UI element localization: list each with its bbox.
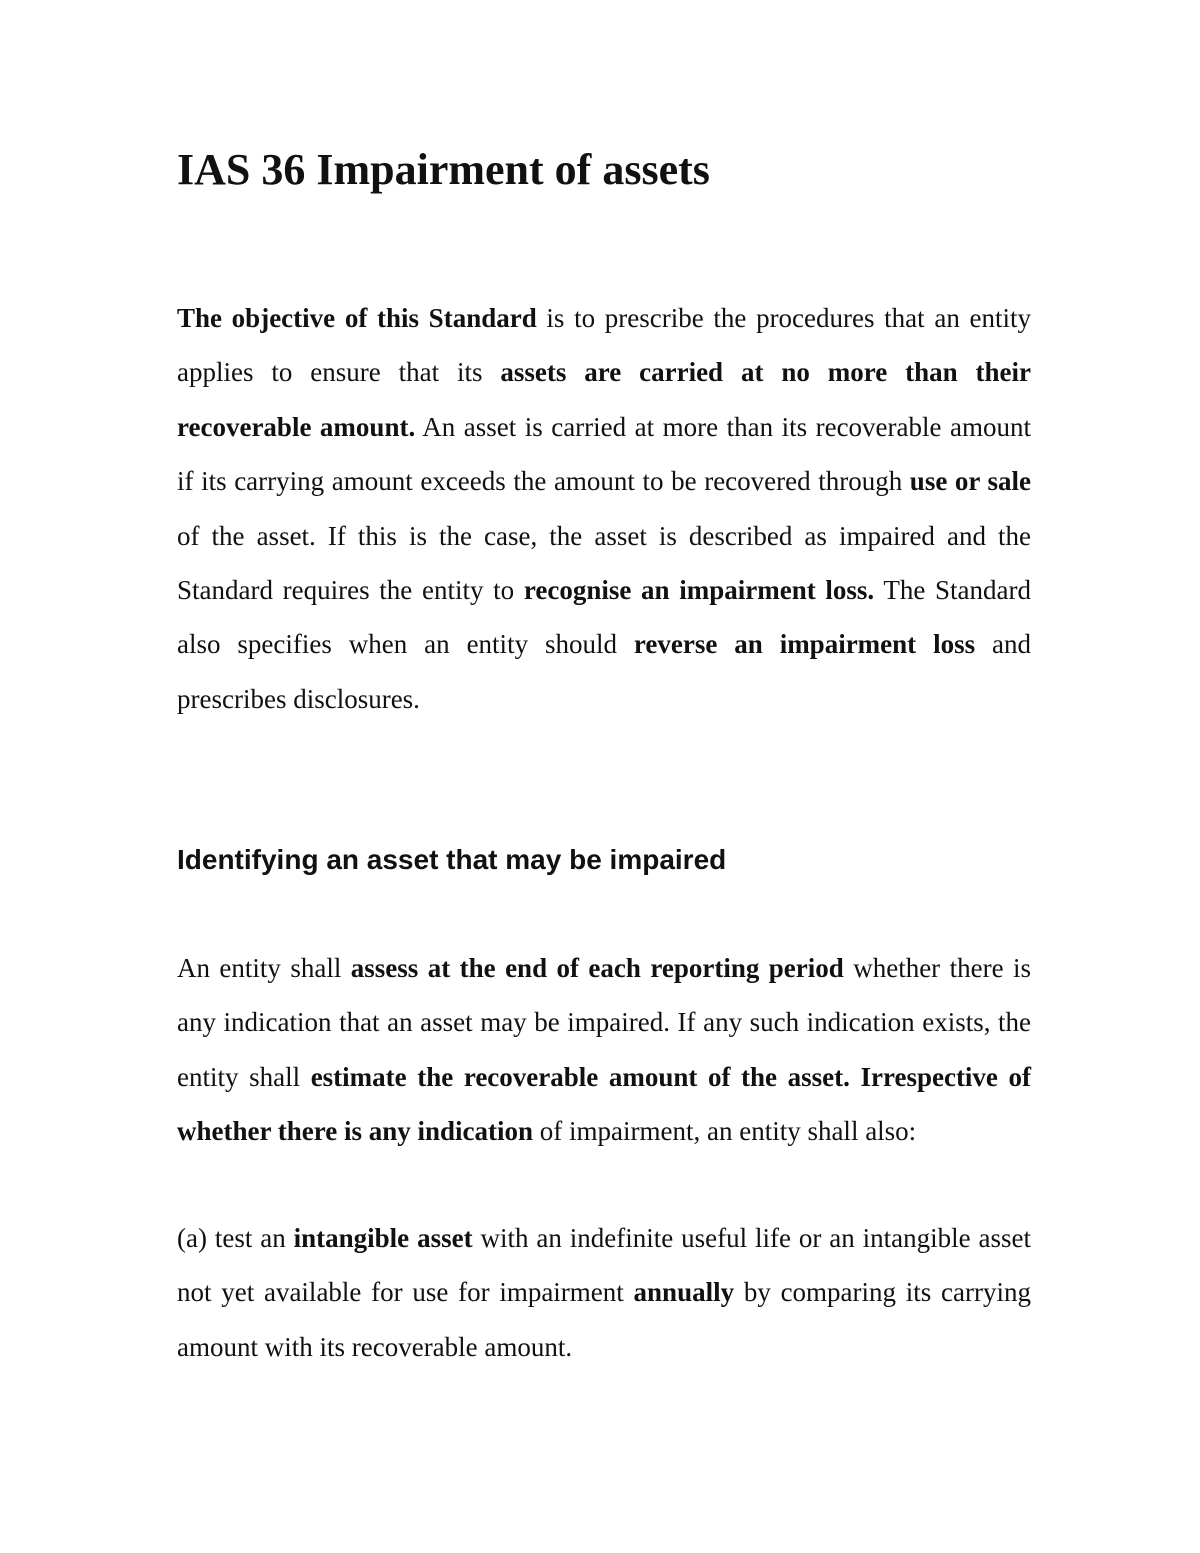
assessment-bold-phrase: assess at the end of each reporting period — [350, 953, 844, 983]
objective-bold-phrase: The objective of this Standard — [177, 303, 537, 333]
assessment-paragraph — [177, 941, 1031, 1159]
item-a-bold-phrase: intangible asset — [293, 1223, 473, 1253]
objective-text: An asset is carried at more than its recoverable amount if its carrying amount exceeds the amount to be recovered through — [177, 411, 1031, 497]
objective-text: is to prescribe the procedures that an entity applies to ensure that its — [177, 303, 1032, 388]
objective-bold-phrase: recognise an impairment loss. — [523, 575, 875, 606]
item-a-text: by comparing its carrying amount with its recoverable amount. — [177, 1277, 1031, 1362]
objective-bold-phrase: reverse an impairment loss — [633, 629, 976, 660]
section-heading: Identifying an asset that may be impaired — [177, 844, 727, 875]
list-item-a — [177, 1211, 1031, 1374]
page-title: IAS 36 Impairment of assets — [177, 145, 710, 194]
item-a-text: (a) test an — [177, 1223, 294, 1253]
objective-bold-phrase: assets are carried at no more than their recoverable amount. — [177, 357, 1031, 442]
objective-paragraph — [177, 291, 1031, 726]
objective-text: The Standard also specifies when an entity should — [177, 575, 1031, 660]
assessment-text: An entity shall — [177, 953, 351, 983]
objective-text: of the asset. If this is the case, the asset is described as impaired and the Standard requires the entity to — [177, 520, 1031, 606]
assessment-text: of impairment, an entity shall also: — [533, 1116, 917, 1147]
objective-text: and prescribes disclosures. — [177, 629, 1032, 714]
item-a-text: with an indefinite useful life or an intangible asset not yet available for use for impairment — [177, 1223, 1031, 1308]
assessment-bold-phrase: estimate the recoverable amount of the asset. Irrespective of whether there is any indication — [177, 1061, 1032, 1147]
objective-bold-phrase: use or sale — [909, 466, 1031, 497]
assessment-text: whether there is any indication that an asset may be impaired. If any such indication exists, the entity shall — [177, 953, 1032, 1092]
item-a-bold-phrase: annually — [633, 1277, 735, 1308]
